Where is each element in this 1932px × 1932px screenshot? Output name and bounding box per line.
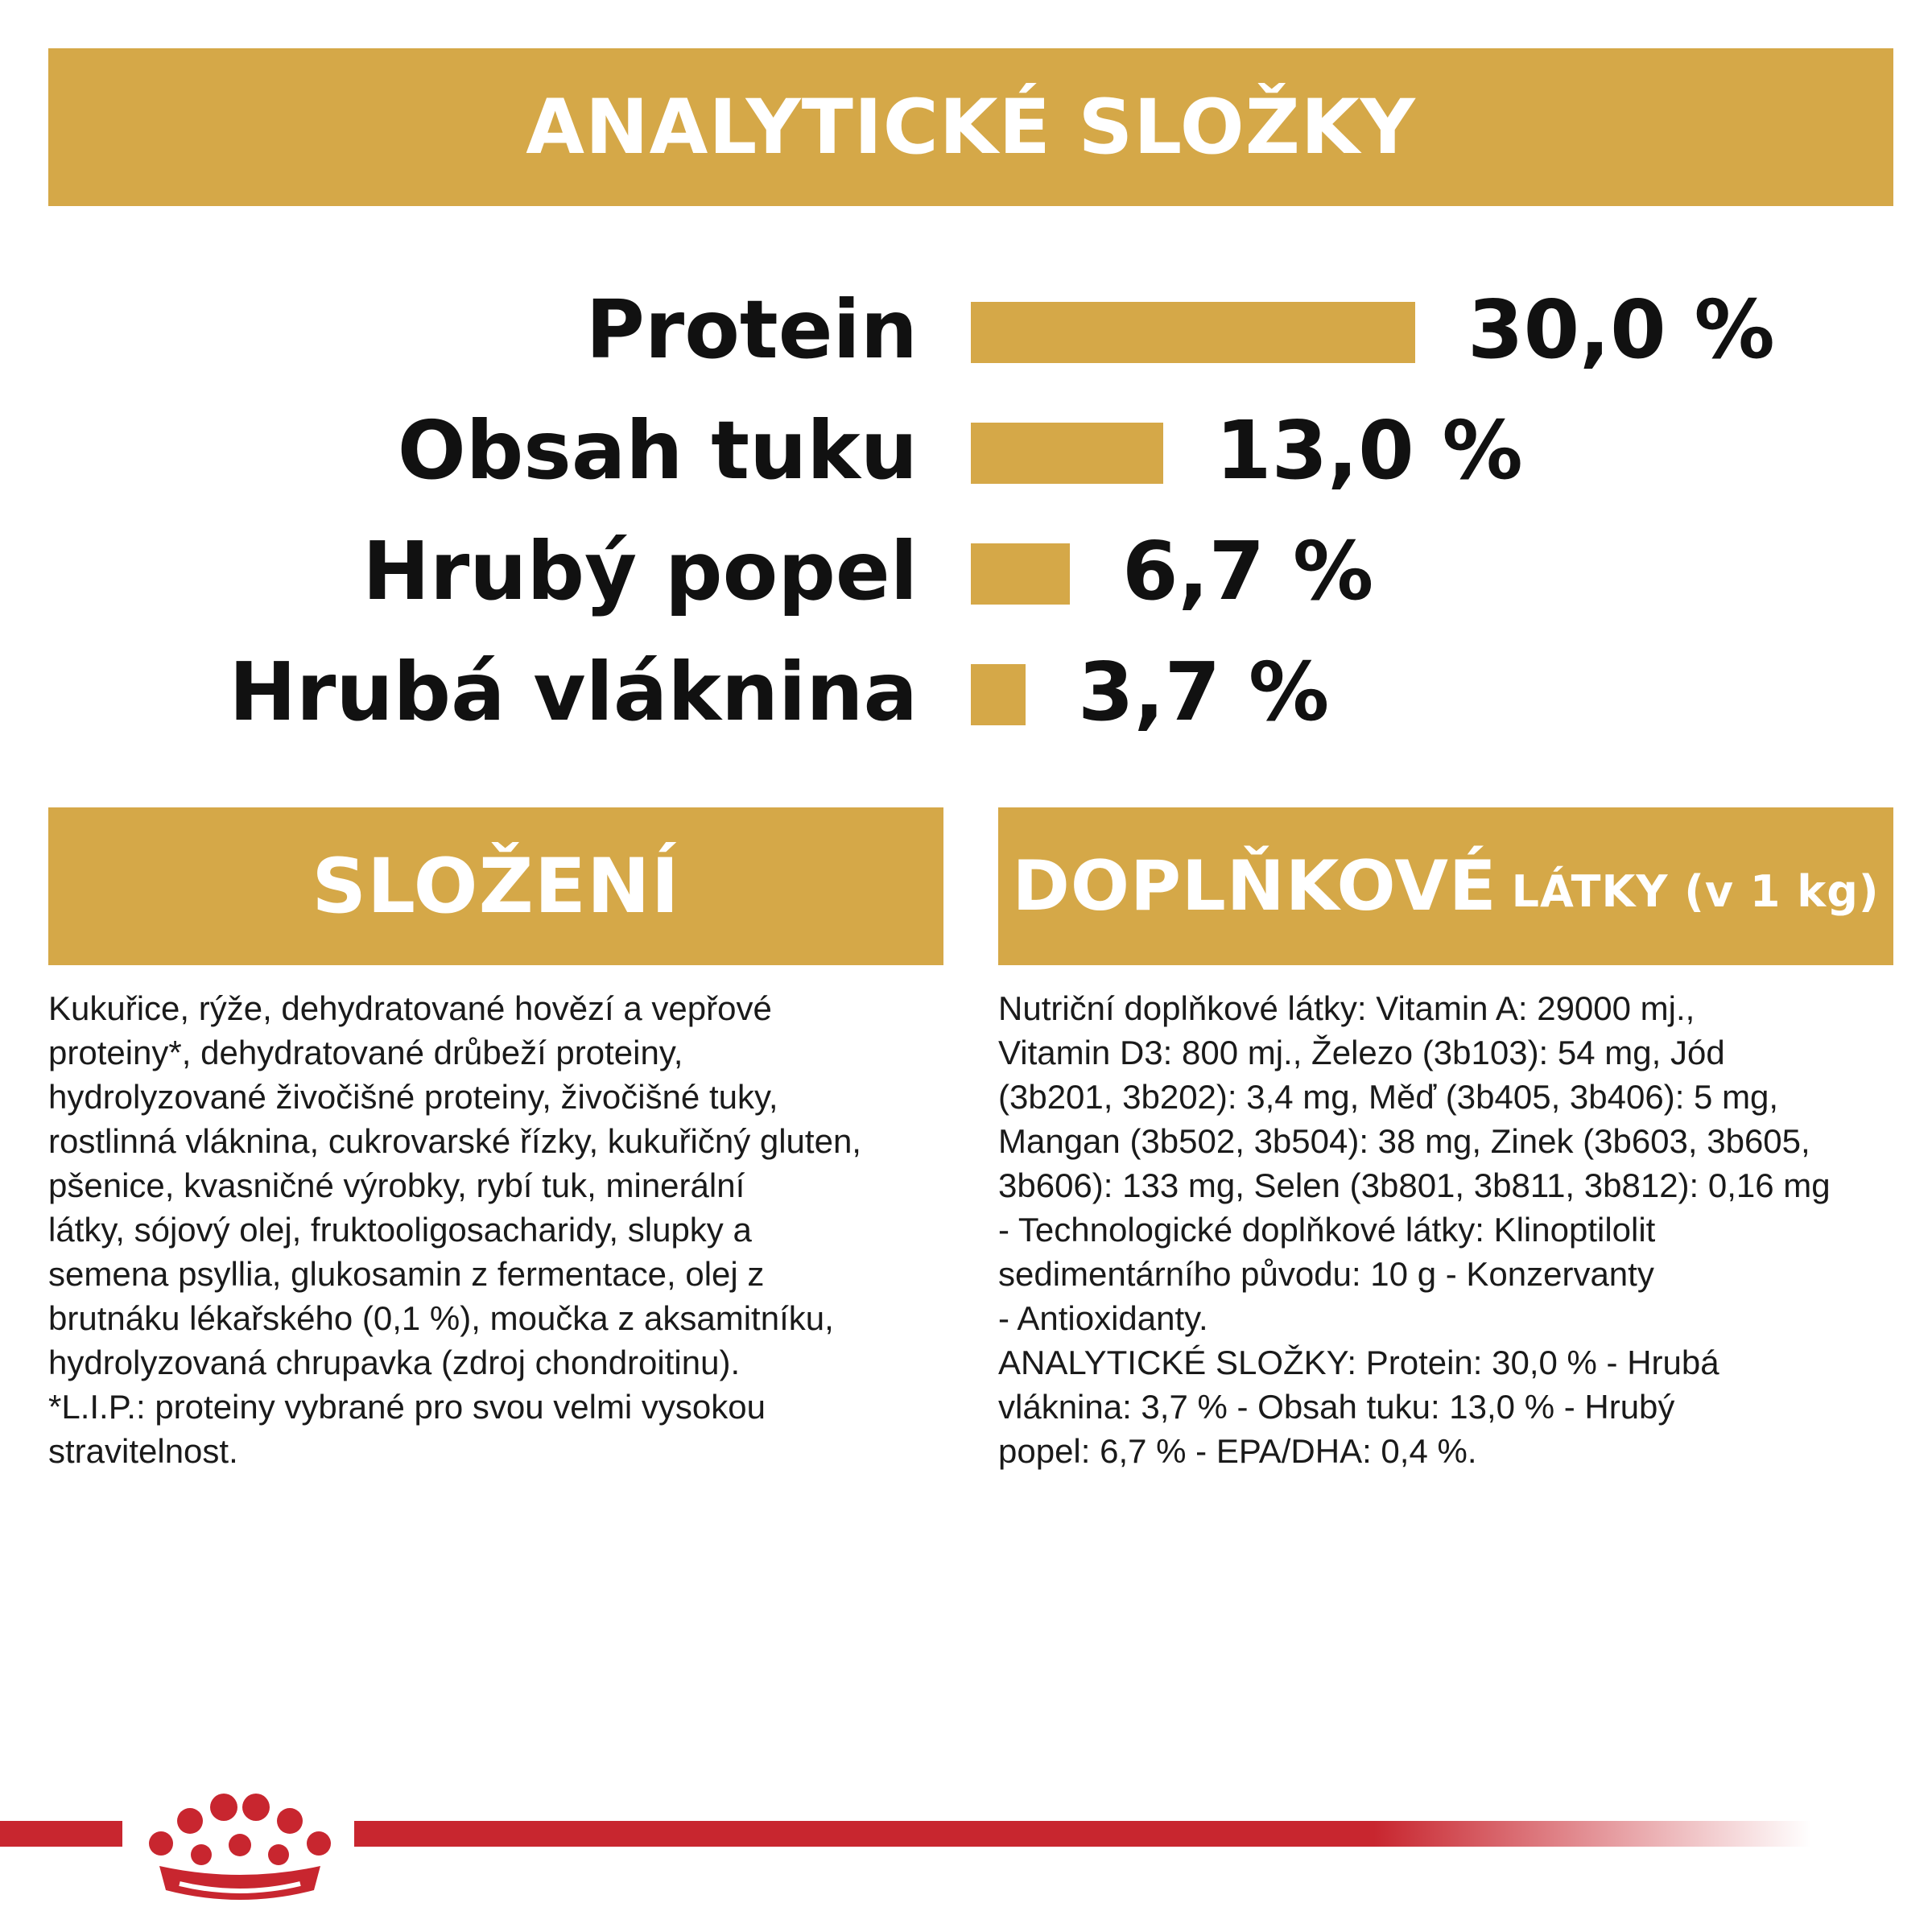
- additives-line: popel: 6,7 % - EPA/DHA: 0,4 %.: [998, 1432, 1477, 1470]
- composition-line: proteiny*, dehydratované drůbeží proteiny,: [48, 1034, 683, 1071]
- chart-bar-protein: [971, 302, 1415, 363]
- chart-row-fiber: [0, 632, 1932, 753]
- composition-line: stravitelnost.: [48, 1432, 238, 1470]
- composition-line: hydrolyzované živočišné proteiny, živočišné tuky,: [48, 1078, 778, 1116]
- composition-line: látky, sójový olej, fruktooligosacharidy, slupky a: [48, 1211, 752, 1249]
- additives-line: 3b606): 133 mg, Selen (3b801, 3b811, 3b812): 0,16 mg: [998, 1166, 1831, 1204]
- composition-line: brutnáku lékařského (0,1 %), moučka z aksamitníku,: [48, 1299, 834, 1337]
- chart-value-fat: 13,0 %: [1216, 403, 1523, 497]
- chart-label-protein: Protein: [585, 283, 918, 377]
- chart-label-fiber: Hrubá vláknina: [229, 645, 918, 739]
- analytic-components-banner: [48, 48, 1893, 206]
- composition-banner: [48, 807, 943, 965]
- chart-bar-ash: [971, 543, 1070, 605]
- footer-line-right: [354, 1821, 1811, 1847]
- chart-row-protein: [0, 270, 1932, 390]
- additives-banner: [998, 807, 1893, 965]
- chart-label-ash: Hrubý popel: [362, 524, 918, 618]
- chart-row-fat: [0, 390, 1932, 511]
- chart-bar-fat: [971, 423, 1163, 484]
- additives-line: sedimentárního původu: 10 g - Konzervanty: [998, 1255, 1654, 1293]
- composition-line: rostlinná vláknina, cukrovarské řízky, kukuřičný gluten,: [48, 1122, 861, 1160]
- additives-line: Vitamin D3: 800 mj., Železo (3b103): 54 mg, Jód: [998, 1034, 1725, 1071]
- additives-line: ANALYTICKÉ SLOŽKY: Protein: 30,0 % - Hrubá: [998, 1344, 1719, 1381]
- composition-line: pšenice, kvasničné výrobky, rybí tuk, minerální: [48, 1166, 745, 1204]
- additives-line: - Technologické doplňkové látky: Klinoptilolit: [998, 1211, 1656, 1249]
- additives-line: Nutriční doplňkové látky: Vitamin A: 29000 mj.,: [998, 989, 1695, 1027]
- additives-title: DOPLŇKOVÉ: [1012, 846, 1497, 927]
- chart-value-protein: 30,0 %: [1468, 283, 1775, 377]
- additives-line: - Antioxidanty.: [998, 1299, 1208, 1337]
- additives-line: (3b201, 3b202): 3,4 mg, Měď (3b405, 3b406): 5 mg,: [998, 1078, 1779, 1116]
- composition-line: *L.I.P.: proteiny vybrané pro svou velmi vysokou: [48, 1388, 766, 1426]
- composition-title: SLOŽENÍ: [312, 842, 680, 931]
- chart-bar-fiber: [971, 664, 1026, 725]
- chart-value-ash: 6,7 %: [1122, 524, 1374, 618]
- composition-text: [48, 986, 966, 1473]
- additives-text: [998, 986, 1916, 1473]
- additives-line: Mangan (3b502, 3b504): 38 mg, Zinek (3b603, 3b605,: [998, 1122, 1810, 1160]
- chart-row-ash: [0, 511, 1932, 632]
- footer-line-left: [0, 1821, 122, 1847]
- chart-label-fat: Obsah tuku: [397, 403, 918, 497]
- royal-canin-crown-icon: [135, 1771, 345, 1908]
- composition-line: Kukuřice, rýže, dehydratované hovězí a vepřové: [48, 989, 772, 1027]
- chart-value-fiber: 3,7 %: [1078, 645, 1330, 739]
- analytic-components-title: ANALYTICKÉ SLOŽKY: [526, 83, 1416, 171]
- additives-subtitle: LÁTKY (v 1 kg): [1511, 865, 1880, 917]
- composition-line: hydrolyzovaná chrupavka (zdroj chondroitinu).: [48, 1344, 741, 1381]
- additives-line: vláknina: 3,7 % - Obsah tuku: 13,0 % - Hrubý: [998, 1388, 1675, 1426]
- composition-line: semena psyllia, glukosamin z fermentace, olej z: [48, 1255, 765, 1293]
